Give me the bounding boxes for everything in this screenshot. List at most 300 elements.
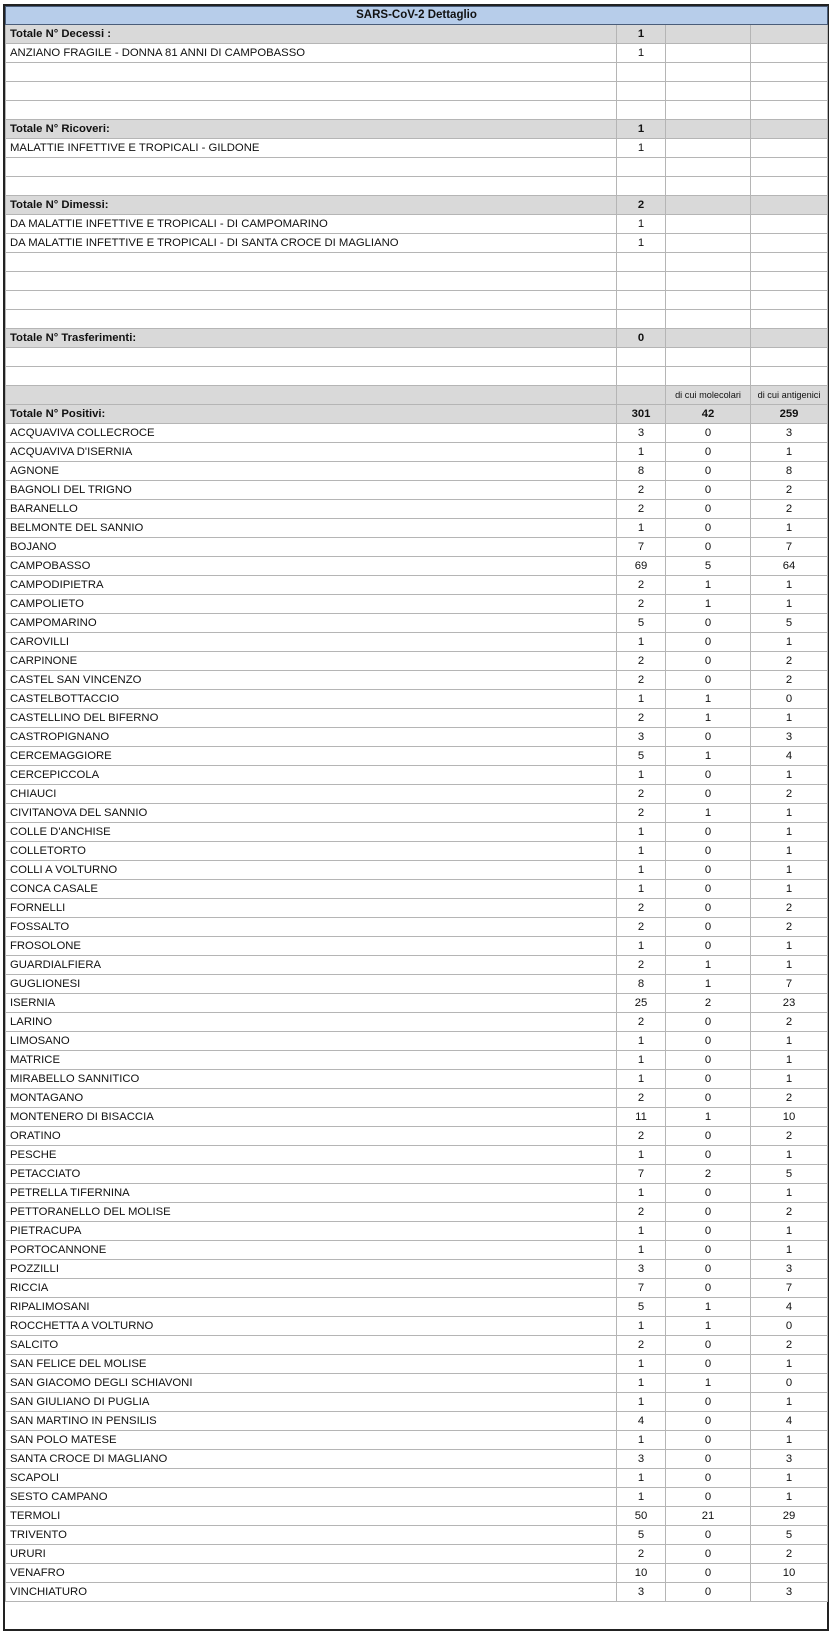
municipality-molecolari: 0 bbox=[666, 1013, 751, 1032]
municipality-name: AGNONE bbox=[6, 462, 617, 481]
municipality-name: PIETRACUPA bbox=[6, 1222, 617, 1241]
municipality-name: PETRELLA TIFERNINA bbox=[6, 1184, 617, 1203]
municipality-name: VENAFRO bbox=[6, 1564, 617, 1583]
municipality-total: 2 bbox=[617, 1336, 666, 1355]
municipality-total: 1 bbox=[617, 1184, 666, 1203]
empty-cell bbox=[666, 120, 751, 139]
municipality-row bbox=[6, 1165, 828, 1184]
decessi-row-name: ANZIANO FRAGILE - DONNA 81 ANNI DI CAMPOBASSO bbox=[6, 44, 617, 63]
municipality-antigenici: 4 bbox=[751, 747, 828, 766]
trasferimenti-header-row bbox=[6, 329, 828, 348]
municipality-antigenici: 2 bbox=[751, 918, 828, 937]
municipality-antigenici: 1 bbox=[751, 443, 828, 462]
municipality-row bbox=[6, 1412, 828, 1431]
ricoveri-row-value: 1 bbox=[617, 139, 666, 158]
municipality-antigenici: 1 bbox=[751, 1355, 828, 1374]
municipality-row bbox=[6, 728, 828, 747]
municipality-total: 5 bbox=[617, 614, 666, 633]
municipality-antigenici: 1 bbox=[751, 1146, 828, 1165]
municipality-total: 1 bbox=[617, 443, 666, 462]
municipality-molecolari: 0 bbox=[666, 918, 751, 937]
municipality-name: FORNELLI bbox=[6, 899, 617, 918]
municipality-name: MONTAGANO bbox=[6, 1089, 617, 1108]
municipality-name: GUGLIONESI bbox=[6, 975, 617, 994]
municipality-name: FROSOLONE bbox=[6, 937, 617, 956]
municipality-name: TERMOLI bbox=[6, 1507, 617, 1526]
municipality-molecolari: 0 bbox=[666, 481, 751, 500]
municipality-total: 2 bbox=[617, 956, 666, 975]
blank-row bbox=[6, 101, 828, 120]
municipality-total: 2 bbox=[617, 899, 666, 918]
municipality-antigenici: 1 bbox=[751, 766, 828, 785]
dimessi-row-name: DA MALATTIE INFETTIVE E TROPICALI - DI CAMPOMARINO bbox=[6, 215, 617, 234]
municipality-row bbox=[6, 1184, 828, 1203]
municipality-molecolari: 0 bbox=[666, 823, 751, 842]
municipality-name: MONTENERO DI BISACCIA bbox=[6, 1108, 617, 1127]
municipality-antigenici: 4 bbox=[751, 1412, 828, 1431]
municipality-total: 3 bbox=[617, 1450, 666, 1469]
municipality-molecolari: 0 bbox=[666, 500, 751, 519]
municipality-antigenici: 7 bbox=[751, 538, 828, 557]
municipality-molecolari: 0 bbox=[666, 538, 751, 557]
municipality-row bbox=[6, 1526, 828, 1545]
municipality-molecolari: 0 bbox=[666, 1526, 751, 1545]
trasferimenti-total: 0 bbox=[617, 329, 666, 348]
empty-cell bbox=[751, 234, 828, 253]
blank-row bbox=[6, 82, 828, 101]
municipality-antigenici: 3 bbox=[751, 1583, 828, 1602]
municipality-name: COLLE D'ANCHISE bbox=[6, 823, 617, 842]
municipality-antigenici: 2 bbox=[751, 785, 828, 804]
municipality-antigenici: 5 bbox=[751, 614, 828, 633]
municipality-row bbox=[6, 671, 828, 690]
municipality-antigenici: 2 bbox=[751, 671, 828, 690]
municipality-total: 2 bbox=[617, 652, 666, 671]
dimessi-row bbox=[6, 215, 828, 234]
municipality-antigenici: 2 bbox=[751, 1127, 828, 1146]
municipality-name: COLLETORTO bbox=[6, 842, 617, 861]
municipality-molecolari: 0 bbox=[666, 462, 751, 481]
municipality-row bbox=[6, 462, 828, 481]
empty-cell bbox=[751, 196, 828, 215]
municipality-row bbox=[6, 443, 828, 462]
municipality-antigenici: 4 bbox=[751, 1298, 828, 1317]
municipality-name: CASTROPIGNANO bbox=[6, 728, 617, 747]
municipality-molecolari: 0 bbox=[666, 899, 751, 918]
empty-cell bbox=[751, 139, 828, 158]
municipality-name: FOSSALTO bbox=[6, 918, 617, 937]
municipality-total: 3 bbox=[617, 1583, 666, 1602]
municipality-molecolari: 1 bbox=[666, 747, 751, 766]
municipality-total: 1 bbox=[617, 633, 666, 652]
municipality-total: 2 bbox=[617, 481, 666, 500]
municipality-molecolari: 1 bbox=[666, 595, 751, 614]
municipality-antigenici: 2 bbox=[751, 1013, 828, 1032]
municipality-molecolari: 0 bbox=[666, 1450, 751, 1469]
municipality-total: 7 bbox=[617, 1165, 666, 1184]
municipality-antigenici: 5 bbox=[751, 1526, 828, 1545]
municipality-total: 2 bbox=[617, 1203, 666, 1222]
municipality-row bbox=[6, 1089, 828, 1108]
municipality-name: URURI bbox=[6, 1545, 617, 1564]
municipality-name: SAN FELICE DEL MOLISE bbox=[6, 1355, 617, 1374]
municipality-row bbox=[6, 1222, 828, 1241]
positivi-total-molecolari: 42 bbox=[666, 405, 751, 424]
municipality-total: 1 bbox=[617, 1032, 666, 1051]
municipality-name: PETTORANELLO DEL MOLISE bbox=[6, 1203, 617, 1222]
municipality-row bbox=[6, 614, 828, 633]
decessi-row-value: 1 bbox=[617, 44, 666, 63]
municipality-row bbox=[6, 1241, 828, 1260]
municipality-molecolari: 0 bbox=[666, 861, 751, 880]
municipality-antigenici: 1 bbox=[751, 842, 828, 861]
municipality-molecolari: 1 bbox=[666, 1108, 751, 1127]
municipality-total: 3 bbox=[617, 1260, 666, 1279]
municipality-antigenici: 1 bbox=[751, 1488, 828, 1507]
municipality-molecolari: 1 bbox=[666, 975, 751, 994]
municipality-antigenici: 1 bbox=[751, 880, 828, 899]
municipality-name: CAMPODIPIETRA bbox=[6, 576, 617, 595]
municipality-row bbox=[6, 1469, 828, 1488]
municipality-molecolari: 0 bbox=[666, 766, 751, 785]
municipality-antigenici: 7 bbox=[751, 975, 828, 994]
municipality-row bbox=[6, 899, 828, 918]
municipality-name: BARANELLO bbox=[6, 500, 617, 519]
dimessi-label: Totale N° Dimessi: bbox=[6, 196, 617, 215]
municipality-molecolari: 0 bbox=[666, 728, 751, 747]
municipality-total: 2 bbox=[617, 500, 666, 519]
municipality-molecolari: 1 bbox=[666, 804, 751, 823]
municipality-total: 2 bbox=[617, 709, 666, 728]
municipality-total: 1 bbox=[617, 1241, 666, 1260]
municipality-antigenici: 1 bbox=[751, 633, 828, 652]
municipality-molecolari: 5 bbox=[666, 557, 751, 576]
municipality-antigenici: 2 bbox=[751, 1336, 828, 1355]
municipality-row bbox=[6, 804, 828, 823]
municipality-name: CERCEPICCOLA bbox=[6, 766, 617, 785]
municipality-row bbox=[6, 576, 828, 595]
municipality-antigenici: 1 bbox=[751, 1469, 828, 1488]
municipality-row bbox=[6, 1013, 828, 1032]
molecolari-subheader: di cui molecolari bbox=[666, 386, 751, 405]
municipality-total: 1 bbox=[617, 766, 666, 785]
municipality-antigenici: 29 bbox=[751, 1507, 828, 1526]
municipality-row bbox=[6, 956, 828, 975]
municipality-antigenici: 1 bbox=[751, 576, 828, 595]
municipality-name: MIRABELLO SANNITICO bbox=[6, 1070, 617, 1089]
municipality-name: GUARDIALFIERA bbox=[6, 956, 617, 975]
municipality-name: CAMPOLIETO bbox=[6, 595, 617, 614]
municipality-name: PORTOCANNONE bbox=[6, 1241, 617, 1260]
municipality-antigenici: 64 bbox=[751, 557, 828, 576]
municipality-row bbox=[6, 652, 828, 671]
municipality-name: RIPALIMOSANI bbox=[6, 1298, 617, 1317]
municipality-total: 1 bbox=[617, 1222, 666, 1241]
municipality-antigenici: 1 bbox=[751, 595, 828, 614]
municipality-row bbox=[6, 937, 828, 956]
municipality-molecolari: 0 bbox=[666, 1545, 751, 1564]
positivi-label: Totale N° Positivi: bbox=[6, 405, 617, 424]
municipality-total: 1 bbox=[617, 1051, 666, 1070]
municipality-molecolari: 1 bbox=[666, 956, 751, 975]
municipality-total: 1 bbox=[617, 690, 666, 709]
municipality-name: ACQUAVIVA D'ISERNIA bbox=[6, 443, 617, 462]
municipality-row bbox=[6, 424, 828, 443]
municipality-total: 2 bbox=[617, 671, 666, 690]
municipality-row bbox=[6, 500, 828, 519]
municipality-total: 1 bbox=[617, 519, 666, 538]
municipality-total: 1 bbox=[617, 1393, 666, 1412]
municipality-total: 5 bbox=[617, 1298, 666, 1317]
municipality-antigenici: 2 bbox=[751, 652, 828, 671]
municipality-molecolari: 0 bbox=[666, 1089, 751, 1108]
municipality-total: 2 bbox=[617, 1127, 666, 1146]
municipality-name: CASTEL SAN VINCENZO bbox=[6, 671, 617, 690]
municipality-molecolari: 1 bbox=[666, 1298, 751, 1317]
municipality-antigenici: 10 bbox=[751, 1564, 828, 1583]
dimessi-total: 2 bbox=[617, 196, 666, 215]
blank-row bbox=[6, 177, 828, 196]
municipality-name: SCAPOLI bbox=[6, 1469, 617, 1488]
municipality-antigenici: 1 bbox=[751, 823, 828, 842]
municipality-total: 1 bbox=[617, 1488, 666, 1507]
municipality-total: 2 bbox=[617, 918, 666, 937]
municipality-row bbox=[6, 1450, 828, 1469]
municipality-row bbox=[6, 1051, 828, 1070]
municipality-name: SAN POLO MATESE bbox=[6, 1431, 617, 1450]
municipality-total: 8 bbox=[617, 975, 666, 994]
municipality-row bbox=[6, 519, 828, 538]
municipality-name: CASTELLINO DEL BIFERNO bbox=[6, 709, 617, 728]
municipality-total: 1 bbox=[617, 823, 666, 842]
municipality-antigenici: 1 bbox=[751, 804, 828, 823]
municipality-name: BAGNOLI DEL TRIGNO bbox=[6, 481, 617, 500]
municipality-name: SAN GIACOMO DEGLI SCHIAVONI bbox=[6, 1374, 617, 1393]
municipality-molecolari: 0 bbox=[666, 1431, 751, 1450]
empty-cell bbox=[666, 234, 751, 253]
ricoveri-header-row bbox=[6, 120, 828, 139]
municipality-molecolari: 0 bbox=[666, 1336, 751, 1355]
municipality-row bbox=[6, 1298, 828, 1317]
blank-row bbox=[6, 158, 828, 177]
municipality-total: 1 bbox=[617, 1469, 666, 1488]
empty-cell bbox=[666, 215, 751, 234]
ricoveri-row-name: MALATTIE INFETTIVE E TROPICALI - GILDONE bbox=[6, 139, 617, 158]
municipality-row bbox=[6, 1393, 828, 1412]
municipality-row bbox=[6, 690, 828, 709]
municipality-row bbox=[6, 747, 828, 766]
dimessi-row-value: 1 bbox=[617, 234, 666, 253]
municipality-molecolari: 1 bbox=[666, 1374, 751, 1393]
municipality-row bbox=[6, 1431, 828, 1450]
municipality-molecolari: 0 bbox=[666, 1203, 751, 1222]
municipality-total: 1 bbox=[617, 842, 666, 861]
municipality-total: 2 bbox=[617, 785, 666, 804]
municipality-antigenici: 1 bbox=[751, 1184, 828, 1203]
blank-row bbox=[6, 253, 828, 272]
decessi-header-row bbox=[6, 25, 828, 44]
municipality-name: CIVITANOVA DEL SANNIO bbox=[6, 804, 617, 823]
municipality-molecolari: 1 bbox=[666, 690, 751, 709]
municipality-name: CAMPOMARINO bbox=[6, 614, 617, 633]
municipality-total: 1 bbox=[617, 1374, 666, 1393]
municipality-antigenici: 2 bbox=[751, 481, 828, 500]
municipality-total: 1 bbox=[617, 880, 666, 899]
municipality-total: 2 bbox=[617, 804, 666, 823]
municipality-molecolari: 0 bbox=[666, 519, 751, 538]
municipality-row bbox=[6, 1032, 828, 1051]
municipality-antigenici: 2 bbox=[751, 1545, 828, 1564]
empty-cell bbox=[666, 25, 751, 44]
municipality-molecolari: 1 bbox=[666, 1317, 751, 1336]
municipality-molecolari: 0 bbox=[666, 1564, 751, 1583]
municipality-total: 2 bbox=[617, 1013, 666, 1032]
municipality-antigenici: 5 bbox=[751, 1165, 828, 1184]
ricoveri-total: 1 bbox=[617, 120, 666, 139]
municipality-molecolari: 1 bbox=[666, 576, 751, 595]
municipality-molecolari: 0 bbox=[666, 1241, 751, 1260]
municipality-name: SESTO CAMPANO bbox=[6, 1488, 617, 1507]
dimessi-header-row bbox=[6, 196, 828, 215]
empty-cell bbox=[751, 329, 828, 348]
municipality-antigenici: 3 bbox=[751, 1450, 828, 1469]
ricoveri-row bbox=[6, 139, 828, 158]
municipality-row bbox=[6, 709, 828, 728]
municipality-row bbox=[6, 1203, 828, 1222]
municipality-row bbox=[6, 1317, 828, 1336]
municipality-molecolari: 0 bbox=[666, 1032, 751, 1051]
municipality-antigenici: 0 bbox=[751, 1374, 828, 1393]
municipality-antigenici: 1 bbox=[751, 1393, 828, 1412]
municipality-total: 3 bbox=[617, 424, 666, 443]
empty-cell bbox=[751, 120, 828, 139]
municipality-total: 5 bbox=[617, 747, 666, 766]
municipality-antigenici: 2 bbox=[751, 899, 828, 918]
municipality-name: ACQUAVIVA COLLECROCE bbox=[6, 424, 617, 443]
municipality-row bbox=[6, 823, 828, 842]
empty-cell bbox=[751, 215, 828, 234]
positivi-total-antigenici: 259 bbox=[751, 405, 828, 424]
municipality-row bbox=[6, 557, 828, 576]
municipality-row bbox=[6, 1488, 828, 1507]
municipality-molecolari: 0 bbox=[666, 1355, 751, 1374]
municipality-antigenici: 1 bbox=[751, 1241, 828, 1260]
municipality-name: LARINO bbox=[6, 1013, 617, 1032]
municipality-antigenici: 2 bbox=[751, 500, 828, 519]
sheet-title-row bbox=[6, 7, 828, 25]
decessi-row bbox=[6, 44, 828, 63]
antigenici-subheader: di cui antigenici bbox=[751, 386, 828, 405]
municipality-antigenici: 3 bbox=[751, 1260, 828, 1279]
municipality-row bbox=[6, 785, 828, 804]
municipality-total: 4 bbox=[617, 1412, 666, 1431]
municipality-antigenici: 1 bbox=[751, 1051, 828, 1070]
municipality-row bbox=[6, 766, 828, 785]
municipality-row bbox=[6, 1146, 828, 1165]
blank-row bbox=[6, 272, 828, 291]
municipality-molecolari: 0 bbox=[666, 842, 751, 861]
municipality-name: CAMPOBASSO bbox=[6, 557, 617, 576]
empty-cell bbox=[6, 386, 617, 405]
municipality-row bbox=[6, 1374, 828, 1393]
blank-row bbox=[6, 310, 828, 329]
sheet-title: SARS-CoV-2 Dettaglio bbox=[6, 7, 828, 25]
trasferimenti-label: Totale N° Trasferimenti: bbox=[6, 329, 617, 348]
decessi-total: 1 bbox=[617, 25, 666, 44]
municipality-molecolari: 21 bbox=[666, 1507, 751, 1526]
municipality-molecolari: 2 bbox=[666, 994, 751, 1013]
municipality-row bbox=[6, 1507, 828, 1526]
municipality-molecolari: 0 bbox=[666, 1184, 751, 1203]
blank-row bbox=[6, 291, 828, 310]
municipality-name: CHIAUCI bbox=[6, 785, 617, 804]
municipality-molecolari: 2 bbox=[666, 1165, 751, 1184]
blank-row bbox=[6, 367, 828, 386]
empty-cell bbox=[751, 25, 828, 44]
municipality-molecolari: 0 bbox=[666, 937, 751, 956]
municipality-total: 1 bbox=[617, 1431, 666, 1450]
decessi-label: Totale N° Decessi : bbox=[6, 25, 617, 44]
municipality-name: POZZILLI bbox=[6, 1260, 617, 1279]
municipality-total: 2 bbox=[617, 1545, 666, 1564]
municipality-name: CAROVILLI bbox=[6, 633, 617, 652]
municipality-row bbox=[6, 1070, 828, 1089]
sars-cov-2-detail-sheet bbox=[3, 4, 829, 1631]
municipality-name: RICCIA bbox=[6, 1279, 617, 1298]
municipality-row bbox=[6, 595, 828, 614]
municipality-molecolari: 0 bbox=[666, 1127, 751, 1146]
municipality-name: SAN GIULIANO DI PUGLIA bbox=[6, 1393, 617, 1412]
municipality-row bbox=[6, 918, 828, 937]
municipality-name: TRIVENTO bbox=[6, 1526, 617, 1545]
municipality-antigenici: 2 bbox=[751, 1089, 828, 1108]
detail-table bbox=[5, 6, 828, 1602]
municipality-antigenici: 1 bbox=[751, 956, 828, 975]
municipality-row bbox=[6, 1336, 828, 1355]
municipality-total: 10 bbox=[617, 1564, 666, 1583]
municipality-name: PETACCIATO bbox=[6, 1165, 617, 1184]
municipality-molecolari: 0 bbox=[666, 785, 751, 804]
municipality-antigenici: 1 bbox=[751, 1070, 828, 1089]
municipality-row bbox=[6, 1545, 828, 1564]
municipality-total: 2 bbox=[617, 595, 666, 614]
municipality-row bbox=[6, 1108, 828, 1127]
municipality-row bbox=[6, 1564, 828, 1583]
municipality-molecolari: 0 bbox=[666, 880, 751, 899]
dimessi-row-value: 1 bbox=[617, 215, 666, 234]
municipality-antigenici: 1 bbox=[751, 937, 828, 956]
municipality-name: PESCHE bbox=[6, 1146, 617, 1165]
municipality-total: 5 bbox=[617, 1526, 666, 1545]
municipality-antigenici: 23 bbox=[751, 994, 828, 1013]
municipality-total: 3 bbox=[617, 728, 666, 747]
municipality-total: 7 bbox=[617, 1279, 666, 1298]
municipality-total: 1 bbox=[617, 1355, 666, 1374]
blank-row bbox=[6, 63, 828, 82]
municipality-row bbox=[6, 1355, 828, 1374]
municipality-name: MATRICE bbox=[6, 1051, 617, 1070]
municipality-name: BELMONTE DEL SANNIO bbox=[6, 519, 617, 538]
blank-row bbox=[6, 348, 828, 367]
municipality-name: SAN MARTINO IN PENSILIS bbox=[6, 1412, 617, 1431]
municipality-antigenici: 1 bbox=[751, 709, 828, 728]
municipality-name: SALCITO bbox=[6, 1336, 617, 1355]
municipality-name: SANTA CROCE DI MAGLIANO bbox=[6, 1450, 617, 1469]
municipality-molecolari: 0 bbox=[666, 1222, 751, 1241]
municipality-name: CERCEMAGGIORE bbox=[6, 747, 617, 766]
municipality-total: 11 bbox=[617, 1108, 666, 1127]
municipality-antigenici: 0 bbox=[751, 1317, 828, 1336]
